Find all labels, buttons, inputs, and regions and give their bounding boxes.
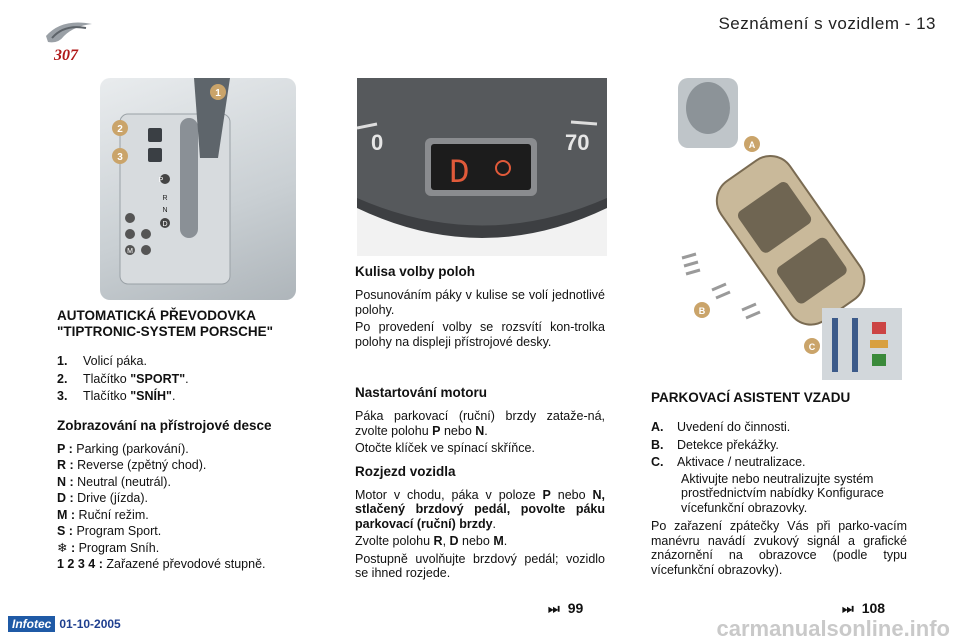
page-ref-link-99[interactable]: ⏭ 99 [548, 600, 584, 616]
start-paragraph-1: Páka parkovací (ruční) brzdy zataže-ná, zvolte polohu P nebo N. [355, 409, 605, 438]
legend-item: M : Ruční režim. [57, 507, 149, 522]
gauge-label-left: 0 [371, 130, 384, 155]
left-column [57, 308, 307, 574]
display-heading: Zobrazování na přístrojové desce [57, 417, 272, 433]
gate-letter-p: P [158, 177, 164, 184]
legend-item: S : Program Sport. [57, 524, 162, 538]
legend-item: D : Drive (jízda). [57, 491, 148, 505]
page-header-title: Seznámení s vozidlem - 13 [718, 14, 936, 33]
gear-legend [57, 442, 307, 572]
gate-letter-n: N [162, 207, 168, 214]
callout-1: 1 [215, 88, 221, 99]
legend-item: R : Reverse (zpětný chod). [57, 458, 207, 472]
list-item: 1. Volicí páka. [57, 354, 147, 368]
list-item: 3. Tlačítko "SNÍH". [57, 389, 176, 403]
gate-letter-m: M [127, 248, 133, 255]
logo-number: 307 [54, 47, 78, 64]
kulisa-heading: Kulisa volby poloh [355, 264, 476, 279]
list-item: B. Detekce překážky. [651, 437, 779, 452]
note-paragraph: Aktivujte nebo neutralizujte systém prostřednictvím nabídky Konfigurace vícefunkční obrazovky. [681, 471, 884, 515]
callout-a: A [748, 140, 756, 150]
gauge-label-right: 70 [565, 130, 590, 155]
transmission-heading: AUTOMATICKÁ PŘEVODOVKA "TIPTRONIC-SYSTEM PORSCHE" [57, 308, 274, 339]
instrument-display-image [357, 78, 607, 256]
item-list [57, 354, 307, 404]
rozjezd-paragraph-2: Zvolte polohu R, D nebo M. [355, 534, 508, 548]
list-item: C. Aktivace / neutralizace. [651, 455, 806, 469]
brand-badge: Infotec [8, 616, 55, 632]
callout-2: 2 [117, 124, 123, 135]
start-heading: Nastartování motoru [355, 385, 488, 400]
rozjezd-paragraph-1: Motor v chodu, páka v poloze P nebo N, stlačený brzdový pedál, povolte páku parkovací (ruční) brzdy. [355, 487, 605, 531]
list-item: A. Uvedení do činnosti. [651, 420, 791, 434]
forward-arrow-icon: ⏭ [842, 601, 854, 616]
forward-arrow-icon: ⏭ [548, 601, 560, 616]
parking-assist-image [652, 78, 904, 384]
kulisa-paragraph-1: Posunováním páky v kulise se volí jednotlivé polohy. [355, 288, 605, 317]
callout-3: 3 [117, 152, 123, 163]
rozjezd-paragraph-3: Postupně uvolňujte brzdový pedál; vozidlo se ihned rozjede. [355, 551, 605, 580]
display-gear-letter: D [449, 155, 470, 193]
start-paragraph-2: Otočte klíček ve spínací skříňce. [355, 441, 535, 455]
gate-letter-r: R [162, 195, 168, 202]
list-item: 2. Tlačítko "SPORT". [57, 371, 189, 386]
legend-item: 1 2 3 4 : Zařazené převodové stupně. [57, 557, 266, 571]
right-column [651, 390, 907, 577]
footer [8, 616, 121, 632]
middle-column [355, 264, 605, 581]
gate-letter-d: D [162, 221, 168, 228]
callout-c: C [808, 342, 816, 352]
kulisa-paragraph-2: Po provedení volby se rozsvítí kon-trolka polohy na displeji přístrojové desky. [355, 320, 605, 349]
gear-selector-image [100, 78, 296, 300]
callout-b: B [698, 306, 706, 316]
rozjezd-heading: Rozjezd vozidla [355, 463, 456, 479]
peugeot-307-logo [40, 14, 98, 66]
legend-item: ❄ : Program Sníh. [57, 540, 160, 555]
parking-heading: PARKOVACÍ ASISTENT VZADU [651, 390, 851, 405]
legend-item: P : Parking (parkování). [57, 441, 189, 456]
page-ref-link-108[interactable]: ⏭ 108 [842, 600, 886, 616]
parking-paragraph: Po zařazení zpátečky Vás při parko-vacím manévru navádí zvukový signál a grafické znázornění na obrazovce (podle typu vícefunkční obrazovky). [651, 519, 907, 577]
watermark: carmanualsonline.info [716, 616, 950, 641]
footer-date: 01-10-2005 [59, 617, 121, 631]
legend-item: N : Neutral (neutrál). [57, 474, 171, 489]
